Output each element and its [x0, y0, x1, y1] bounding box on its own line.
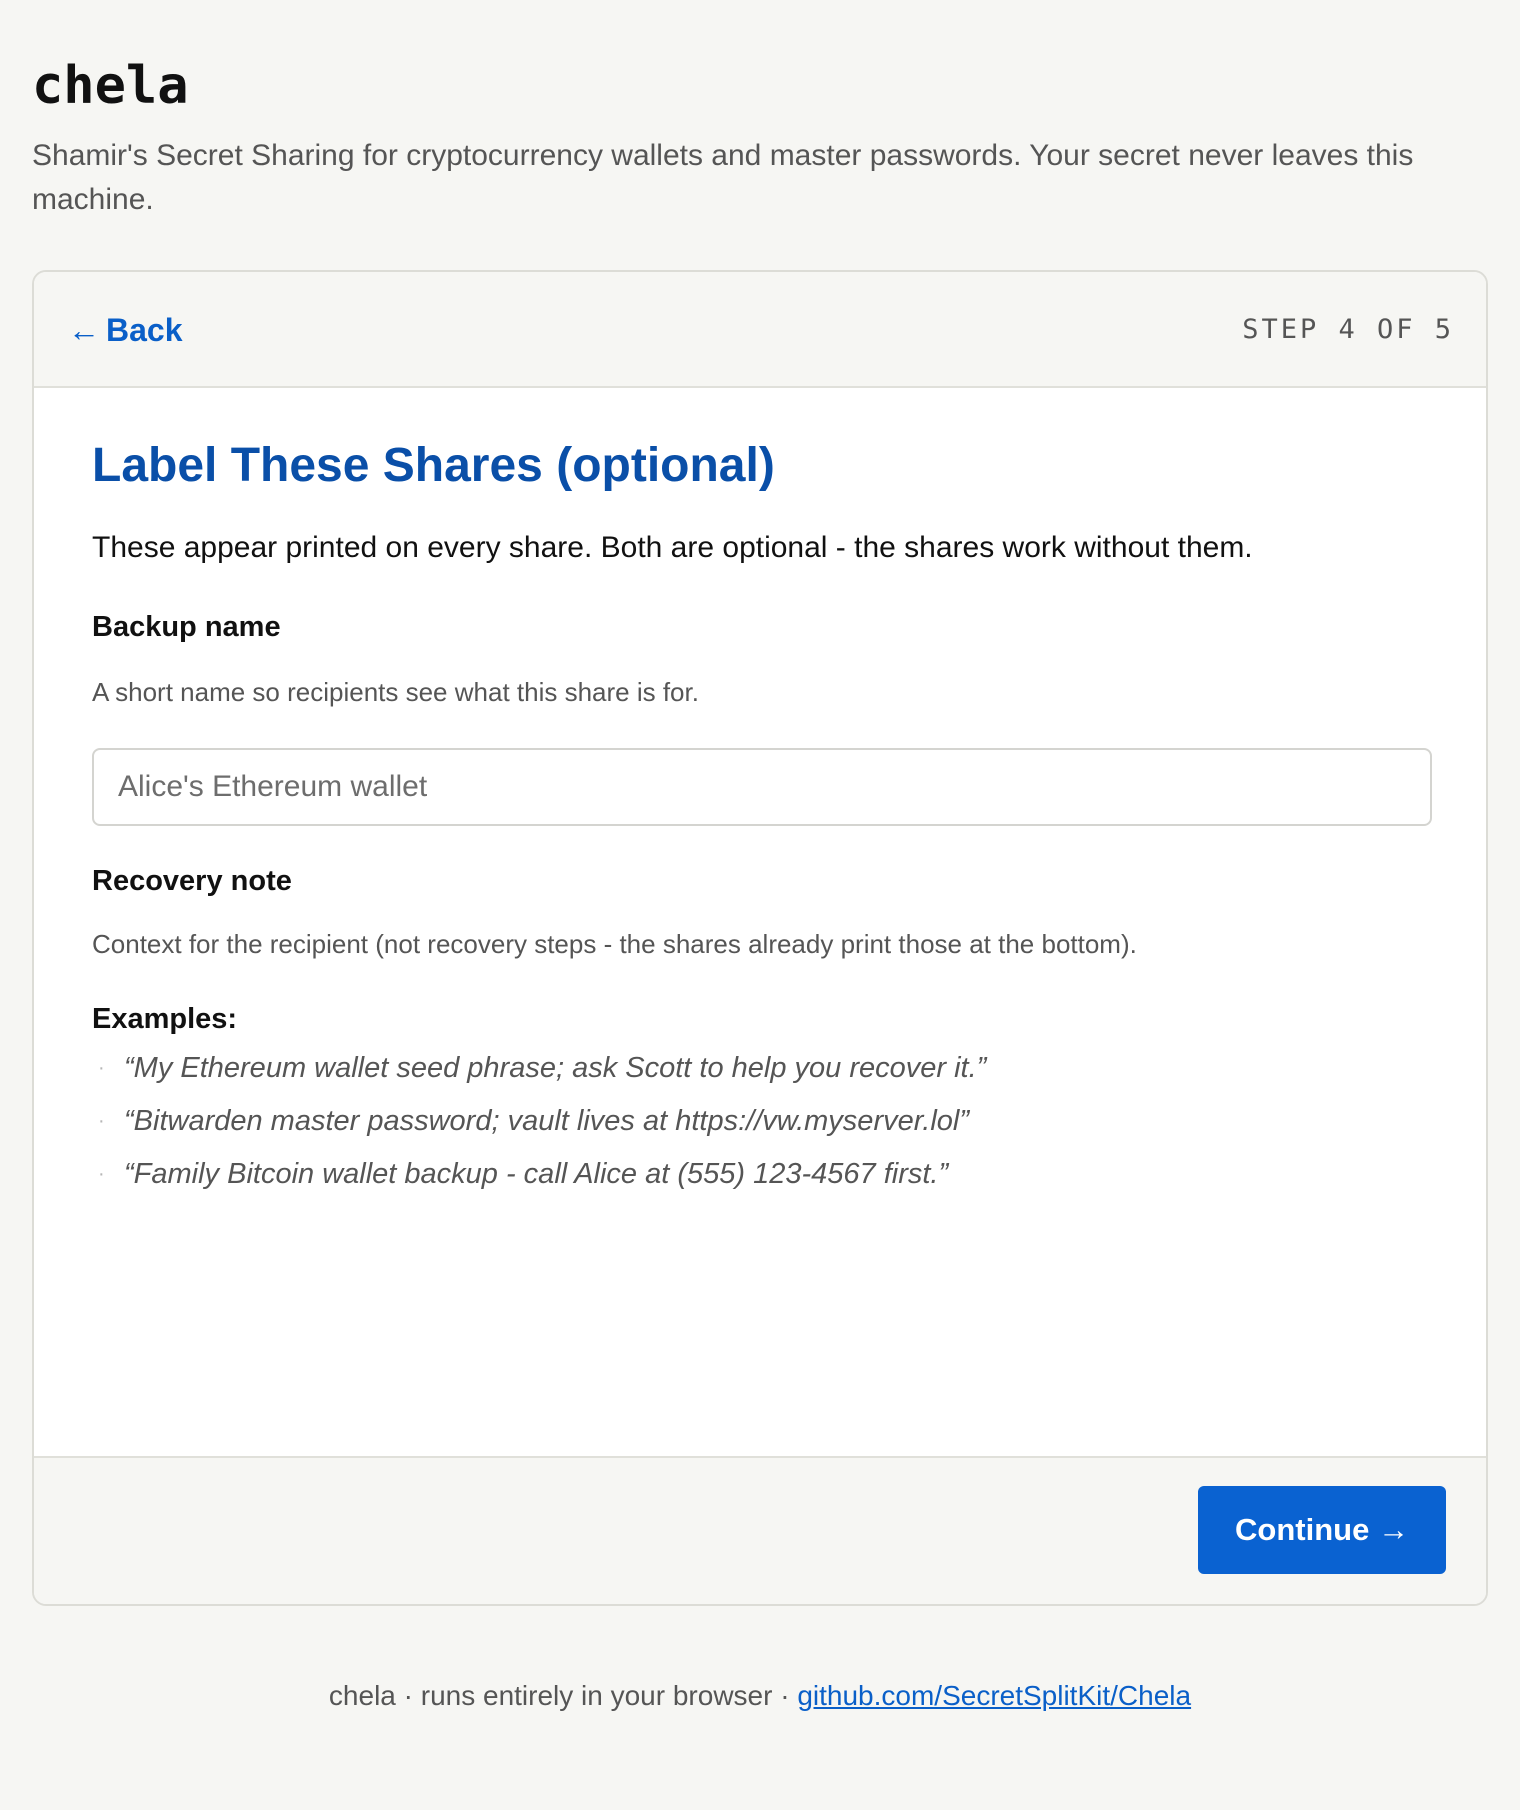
continue-button-label: Continue: [1235, 1512, 1370, 1547]
examples-list: [92, 1048, 986, 1207]
bullet-icon: ·: [98, 1110, 105, 1132]
page-footer: [0, 1676, 1520, 1716]
back-button-label: Back: [106, 312, 183, 348]
page-title: Label These Shares (optional): [92, 439, 775, 492]
arrow-left-icon: ←: [68, 312, 100, 348]
arrow-right-icon: →: [1377, 1512, 1409, 1547]
github-link[interactable]: github.com/SecretSplitKit/Chela: [797, 1680, 1192, 1711]
backup-name-input[interactable]: [92, 748, 1432, 826]
backup-name-help: A short name so recipients see what this share is for.: [92, 677, 699, 707]
bullet-icon: ·: [98, 1163, 105, 1185]
card-footer: [34, 1456, 1486, 1604]
intro-text: These appear printed on every share. Both are optional - the shares work without them.: [92, 531, 1253, 564]
continue-button[interactable]: [1198, 1486, 1446, 1574]
example-item: · “Family Bitcoin wallet backup - call Alice at (555) 123-4567 first.”: [92, 1154, 986, 1207]
card-header: [34, 272, 1486, 388]
footer-text: chela · runs entirely in your browser ·: [328, 1680, 798, 1711]
bullet-icon: ·: [98, 1057, 105, 1079]
step-indicator: STEP 4 OF 5: [1242, 314, 1454, 345]
recovery-note-label: Recovery note: [92, 865, 292, 897]
wizard-card: [32, 270, 1488, 1606]
recovery-note-help: Context for the recipient (not recovery steps - the shares already print those at the bottom).: [92, 929, 1137, 959]
examples-heading: Examples:: [92, 1003, 238, 1035]
back-button[interactable]: [68, 310, 183, 350]
example-item: · “Bitwarden master password; vault lives at https://vw.myserver.lol”: [92, 1101, 986, 1154]
backup-name-label: Backup name: [92, 611, 281, 643]
app-tagline: Shamir's Secret Sharing for cryptocurrency wallets and master passwords. Your secret never leaves this machine.: [32, 139, 1414, 216]
example-item: · “My Ethereum wallet seed phrase; ask Scott to help you recover it.”: [92, 1048, 986, 1101]
app-logo-text: chela: [32, 56, 189, 116]
